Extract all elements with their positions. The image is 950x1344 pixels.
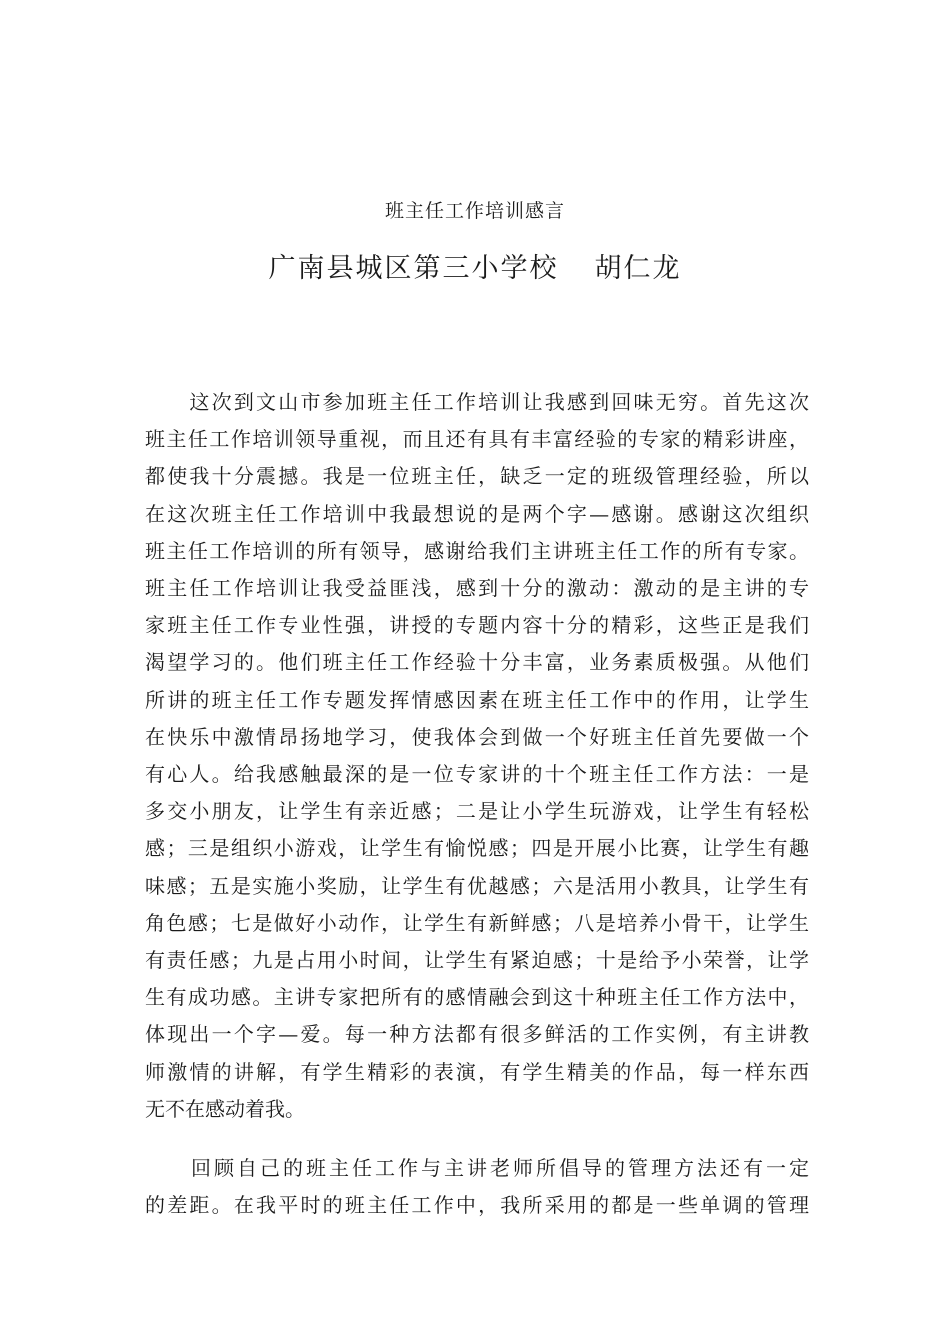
document-title: 班主任工作培训感言 bbox=[384, 200, 565, 222]
document-author bbox=[0, 248, 950, 290]
paragraph-line: 班主任工作培训的所有领导，感谢给我们主讲班主任工作的所有专家。 bbox=[145, 538, 809, 563]
paragraph-line: 感；三是组织小游戏，让学生有愉悦感；四是开展小比赛，让学生有趣 bbox=[145, 836, 809, 861]
paragraph-line: 角色感；七是做好小动作，让学生有新鲜感；八是培养小骨干，让学生 bbox=[145, 910, 809, 935]
paragraph-line: 有心人。给我感触最深的是一位专家讲的十个班主任工作方法：一是 bbox=[145, 762, 809, 787]
paragraph-line: 的差距。在我平时的班主任工作中，我所采用的都是一些单调的管理 bbox=[145, 1193, 809, 1218]
paragraph-line: 这次到文山市参加班主任工作培训让我感到回味无穷。首先这次 bbox=[145, 390, 809, 414]
paragraph-line: 班主任工作培训领导重视，而且还有具有丰富经验的专家的精彩讲座， bbox=[145, 427, 809, 452]
author-name: 胡仁龙 bbox=[594, 253, 682, 284]
paragraph-line: 多交小朋友，让学生有亲近感；二是让小学生玩游戏，让学生有轻松 bbox=[145, 799, 809, 824]
paragraph-line: 有责任感；九是占用小时间，让学生有紧迫感；十是给予小荣誉，让学 bbox=[145, 948, 809, 973]
paragraph-line: 师激情的讲解，有学生精彩的表演，有学生精美的作品，每一样东西 bbox=[145, 1059, 809, 1084]
paragraph-line: 班主任工作培训让我受益匪浅，感到十分的激动：激动的是主讲的专 bbox=[145, 576, 809, 601]
paragraph-line: 都使我十分震撼。我是一位班主任，缺乏一定的班级管理经验，所以 bbox=[145, 464, 809, 489]
author-school: 广南县城区第三小学校 bbox=[268, 253, 559, 284]
paragraph-line: 所讲的班主任工作专题发挥情感因素在班主任工作中的作用，让学生 bbox=[145, 687, 809, 712]
paragraph-line: 回顾自己的班主任工作与主讲老师所倡导的管理方法还有一定 bbox=[145, 1156, 809, 1180]
paragraph-line: 味感；五是实施小奖励，让学生有优越感；六是活用小教具，让学生有 bbox=[145, 873, 809, 898]
paragraph-2 bbox=[145, 1150, 809, 1224]
paragraph-line: 在这次班主任工作培训中我最想说的是两个字—感谢。感谢这次组织 bbox=[145, 501, 809, 526]
paragraph-1 bbox=[145, 384, 809, 1128]
paragraph-line: 家班主任工作专业性强，讲授的专题内容十分的精彩，这些正是我们 bbox=[145, 613, 809, 638]
paragraph-line: 渴望学习的。他们班主任工作经验十分丰富，业务素质极强。从他们 bbox=[145, 650, 809, 675]
paragraph-line: 在快乐中激情昂扬地学习，使我体会到做一个好班主任首先要做一个 bbox=[145, 724, 809, 749]
paragraph-line: 体现出一个字—爱。每一种方法都有很多鲜活的工作实例，有主讲教 bbox=[145, 1022, 809, 1047]
paragraph-line: 生有成功感。主讲专家把所有的感情融会到这十种班主任工作方法中， bbox=[145, 985, 809, 1010]
paragraph-line: 无不在感动着我。 bbox=[145, 1096, 305, 1121]
